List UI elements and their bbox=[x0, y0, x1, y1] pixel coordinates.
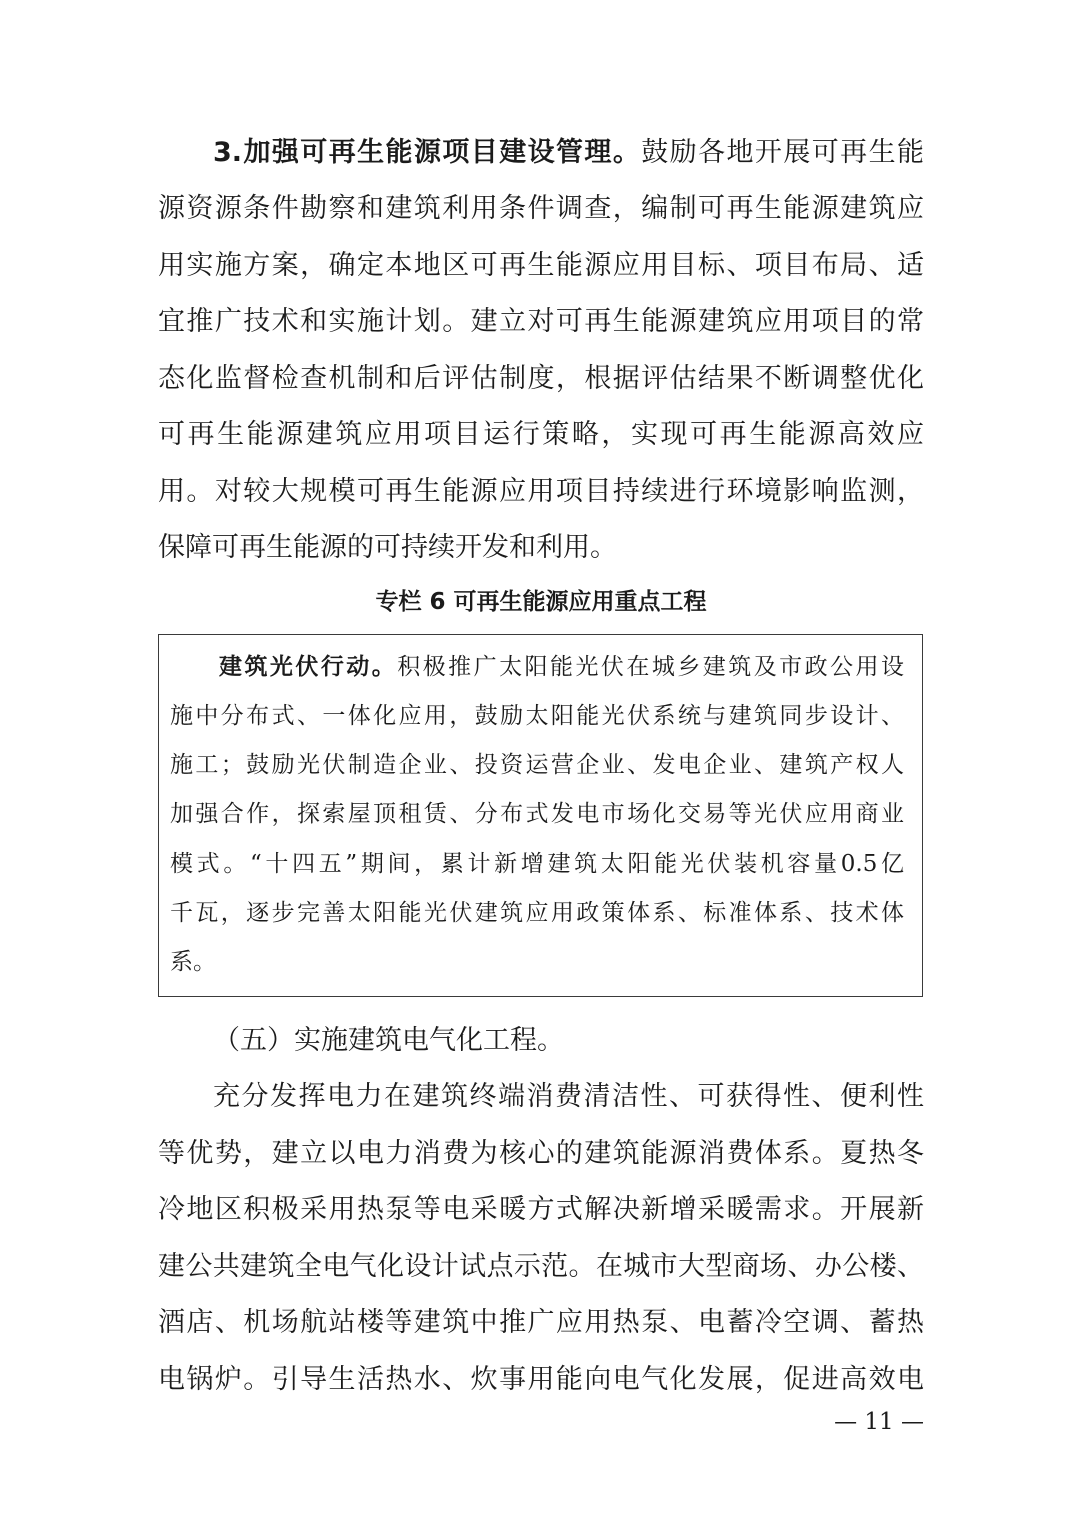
paragraph-line bbox=[213, 125, 924, 181]
column-box-line: 千瓦，逐步完善太阳能光伏建筑应用政策体系、标准体系、技术体 bbox=[170, 900, 904, 926]
column-box-lead: 建筑光伏行动。 bbox=[219, 654, 398, 680]
paragraph-line: 用实施方案，确定本地区可再生能源应用目标、项目布局、适 bbox=[158, 250, 924, 281]
column-box-text: 积极推广太阳能光伏在城乡建筑及市政公用设 bbox=[397, 654, 904, 680]
paragraph-line: 充分发挥电力在建筑终端消费清洁性、可获得性、便利性 bbox=[213, 1081, 924, 1112]
paragraph-line: 等优势，建立以电力消费为核心的建筑能源消费体系。夏热冬 bbox=[158, 1138, 924, 1169]
paragraph-line: 用。对较大规模可再生能源应用项目持续进行环境影响监测， bbox=[158, 476, 924, 507]
page-number: — 11 — bbox=[834, 1409, 924, 1435]
paragraph-text: 鼓励各地开展可再生能 bbox=[641, 137, 924, 168]
column-box-line: 模式。“十四五”期间，累计新增建筑太阳能光伏装机容量0.5亿 bbox=[170, 851, 904, 877]
paragraph-line: 可再生能源建筑应用项目运行策略，实现可再生能源高效应 bbox=[158, 419, 924, 450]
column-box-line bbox=[219, 643, 904, 692]
paragraph-line: 电锅炉。引导生活热水、炊事用能向电气化发展，促进高效电 bbox=[158, 1364, 924, 1395]
column-box-line: 系。 bbox=[170, 949, 216, 975]
column-box-title: 专栏 6 可再生能源应用重点工程 bbox=[375, 589, 707, 615]
column-box-line: 施工；鼓励光伏制造企业、投资运营企业、发电企业、建筑产权人 bbox=[170, 752, 904, 778]
column-box-line: 加强合作，探索屋顶租赁、分布式发电市场化交易等光伏应用商业 bbox=[170, 801, 904, 827]
paragraph-line: 宜推广技术和实施计划。建立对可再生能源建筑应用项目的常 bbox=[158, 306, 924, 337]
column-box-line: 施中分布式、一体化应用，鼓励太阳能光伏系统与建筑同步设计、 bbox=[170, 703, 904, 729]
paragraph-line: 保障可再生能源的可持续开发和利用。 bbox=[158, 532, 617, 563]
section-3-heading: 3.加强可再生能源项目建设管理。 bbox=[213, 137, 642, 168]
paragraph-line: 源资源条件勘察和建筑利用条件调查，编制可再生能源建筑应 bbox=[158, 193, 924, 224]
paragraph-line: 冷地区积极采用热泵等电采暖方式解决新增采暖需求。开展新 bbox=[158, 1194, 924, 1225]
paragraph-line: 酒店、机场航站楼等建筑中推广应用热泵、电蓄冷空调、蓄热 bbox=[158, 1307, 924, 1338]
section-5-heading: （五）实施建筑电气化工程。 bbox=[213, 1025, 564, 1056]
paragraph-line: 态化监督检查机制和后评估制度，根据评估结果不断调整优化 bbox=[158, 363, 924, 394]
paragraph-line: 建公共建筑全电气化设计试点示范。在城市大型商场、办公楼、 bbox=[158, 1251, 924, 1282]
